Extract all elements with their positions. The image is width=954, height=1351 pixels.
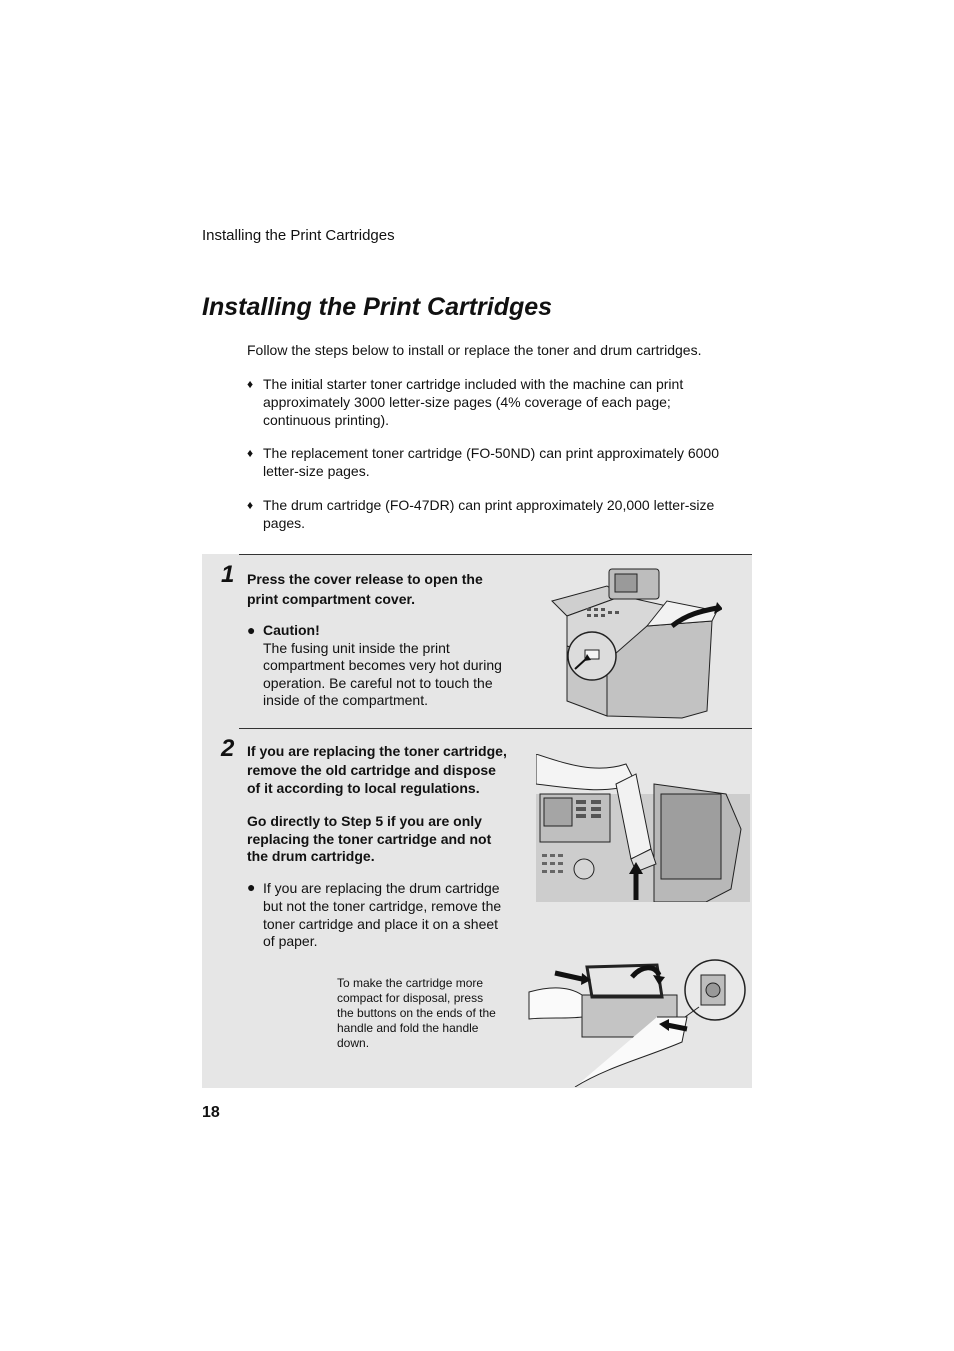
dot-bullet-icon: ● xyxy=(247,879,256,895)
bullet-line: The replacement toner cartridge (FO-50ND) can print approximately 6000 xyxy=(263,445,719,461)
step-line: If you are replacing the toner cartridge, xyxy=(247,743,507,759)
disposal-line: handle and fold the handle xyxy=(337,1021,479,1035)
caution-line: operation. Be careful not to touch the xyxy=(263,674,493,691)
disposal-line: the buttons on the ends of the xyxy=(337,1006,496,1020)
toner-removal-illustration xyxy=(536,754,750,902)
bullet-drum-cartridge xyxy=(247,496,747,532)
bullet-line: approximately 3000 letter-size pages (4% coverage of each page; xyxy=(263,394,671,410)
disposal-line: down. xyxy=(337,1036,370,1050)
drum-note-line: but not the toner cartridge, remove the xyxy=(263,898,502,914)
bullet-line: continuous printing). xyxy=(263,412,390,428)
intro-text: Follow the steps below to install or replace the toner and drum cartridges. xyxy=(247,342,702,358)
step-2-note xyxy=(247,813,491,866)
step-2-drum-note xyxy=(247,879,501,951)
drum-note-line: of paper. xyxy=(263,933,318,949)
diamond-bullet-icon: ♦ xyxy=(247,377,254,391)
bullet-replacement-toner xyxy=(247,444,747,480)
caution-line: The fusing unit inside the print xyxy=(263,639,450,656)
step-1-heading xyxy=(247,569,483,609)
bullet-line: The initial starter toner cartridge included with the machine can print xyxy=(263,376,684,392)
dot-bullet-icon: ● xyxy=(247,622,256,638)
caution-label: Caution! xyxy=(263,622,320,638)
step-divider xyxy=(239,554,752,555)
bullet-line: letter-size pages. xyxy=(263,463,370,479)
step-line: Go directly to Step 5 if you are only xyxy=(247,813,482,829)
diamond-bullet-icon: ♦ xyxy=(247,446,254,460)
fax-cover-open-illustration xyxy=(547,566,722,721)
bullet-starter-toner xyxy=(247,375,747,429)
step-divider xyxy=(239,728,752,729)
page-number: 18 xyxy=(202,1104,220,1121)
handle-fold-illustration xyxy=(527,957,749,1087)
step-line: Press the cover release to open the xyxy=(247,571,483,587)
page-title: Installing the Print Cartridges xyxy=(202,293,553,321)
running-header: Installing the Print Cartridges xyxy=(202,227,395,244)
caution-line: inside of the compartment. xyxy=(263,692,428,708)
step-line: of it according to local regulations. xyxy=(247,780,480,796)
step-line: print compartment cover. xyxy=(247,591,416,607)
step-line: the drum cartridge. xyxy=(247,848,375,864)
step-line: replacing the toner cartridge and not xyxy=(247,830,492,847)
disposal-note xyxy=(337,976,496,1051)
diamond-bullet-icon: ♦ xyxy=(247,498,254,512)
bullet-line: The drum cartridge (FO-47DR) can print approximately 20,000 letter-size xyxy=(263,497,715,513)
caution-line: compartment becomes very hot during xyxy=(263,657,502,673)
disposal-line: To make the cartridge more xyxy=(337,976,484,990)
step-number-1: 1 xyxy=(221,561,235,588)
step-number-2: 2 xyxy=(221,735,235,762)
bullet-line: pages. xyxy=(263,515,306,531)
step-line: remove the old cartridge and dispose xyxy=(247,762,496,778)
step-2-heading xyxy=(247,742,507,797)
step-1-caution xyxy=(247,622,502,710)
drum-note-line: toner cartridge and place it on a sheet xyxy=(263,915,499,932)
disposal-line: compact for disposal, press xyxy=(337,991,484,1005)
drum-note-line: If you are replacing the drum cartridge xyxy=(263,880,500,896)
steps-panel xyxy=(202,554,752,1088)
